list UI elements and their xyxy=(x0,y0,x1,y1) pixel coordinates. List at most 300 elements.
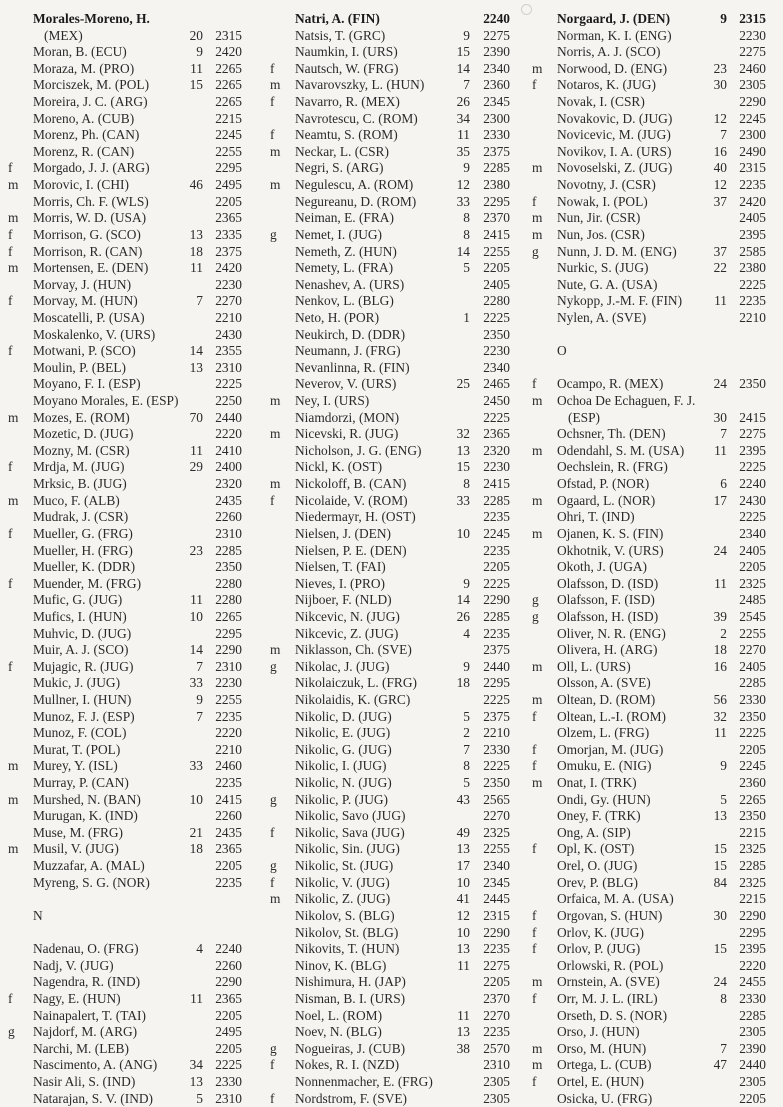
player-entry xyxy=(532,493,774,510)
player-entry xyxy=(270,443,510,460)
player-entry xyxy=(270,94,510,111)
player-name: Nikolov, S. (BLG) xyxy=(295,907,395,923)
title-prefix: g xyxy=(270,658,277,674)
player-name: Mozetic, D. (JUG) xyxy=(33,426,134,442)
player-name: Nijboer, F. (NLD) xyxy=(295,592,392,608)
title-prefix: g xyxy=(532,608,539,624)
player-entry xyxy=(270,244,510,261)
title-prefix: f xyxy=(8,525,13,541)
games-count: 43 xyxy=(456,791,470,807)
player-name: Noev, N. (BLG) xyxy=(295,1024,382,1040)
player-name: Nemet, I. (JUG) xyxy=(295,226,383,242)
rating-value: 2420 xyxy=(215,44,242,60)
player-name: Orlov, K. (JUG) xyxy=(557,924,644,940)
title-prefix: g xyxy=(270,1040,277,1056)
games-count: 15 xyxy=(456,459,470,475)
rating-value: 2270 xyxy=(483,808,510,824)
player-name: Natarajan, S. V. (IND) xyxy=(33,1090,153,1106)
player-name: Orgovan, S. (HUN) xyxy=(557,907,663,923)
rating-value: 2220 xyxy=(739,957,766,973)
player-name: Niamdorzi, (MON) xyxy=(295,409,400,425)
player-entry xyxy=(8,393,250,410)
player-entry xyxy=(532,260,774,277)
player-entry xyxy=(8,725,250,742)
rating-value: 2225 xyxy=(483,691,510,707)
games-count: 33 xyxy=(456,193,470,209)
games-count: 22 xyxy=(713,260,727,276)
player-entry xyxy=(270,792,510,809)
player-name: Nun, Jos. (CSR) xyxy=(557,226,645,242)
player-entry xyxy=(532,393,774,410)
rating-value: 2205 xyxy=(739,1090,766,1106)
rating-value: 2225 xyxy=(739,276,766,292)
player-name: Muse, M. (FRG) xyxy=(33,824,124,840)
rating-value: 2205 xyxy=(483,559,510,575)
player-name: Oll, L. (URS) xyxy=(557,658,631,674)
player-name: Novak, I. (CSR) xyxy=(557,94,645,110)
title-prefix: m xyxy=(8,758,19,774)
player-entry xyxy=(532,725,774,742)
player-name: Olsson, A. (SVE) xyxy=(557,675,651,691)
player-name: Onat, I. (TRK) xyxy=(557,775,637,791)
player-name: Novikov, I. A. (URS) xyxy=(557,143,672,159)
player-entry xyxy=(8,1057,250,1074)
player-name: Oechslein, R. (FRG) xyxy=(557,459,668,475)
rating-value: 2365 xyxy=(483,426,510,442)
player-name: Nisman, B. I. (URS) xyxy=(295,990,406,1006)
player-entry xyxy=(532,127,774,144)
rating-value: 2225 xyxy=(739,725,766,741)
rating-value: 2305 xyxy=(483,1074,510,1089)
rating-value: 2245 xyxy=(739,758,766,774)
games-count: 8 xyxy=(720,990,727,1006)
player-name: Mufics, I. (HUN) xyxy=(33,608,127,624)
player-name: Omorjan, M. (JUG) xyxy=(557,741,664,757)
player-name: Morenz, R. (CAN) xyxy=(33,143,135,159)
player-name: Ney, I. (URS) xyxy=(295,393,370,409)
rating-value: 2310 xyxy=(215,658,242,674)
games-count: 33 xyxy=(456,492,470,508)
player-name: Ojanen, K. S. (FIN) xyxy=(557,525,664,541)
rating-value: 2375 xyxy=(483,143,510,159)
rating-value: 2205 xyxy=(215,1040,242,1056)
player-name: Nykopp, J.-M. F. (FIN) xyxy=(557,293,683,309)
title-prefix: f xyxy=(532,193,537,209)
player-entry xyxy=(8,194,250,211)
rating-value: 2365 xyxy=(215,841,242,857)
player-entry xyxy=(532,526,774,543)
games-count: 15 xyxy=(189,77,203,93)
player-name: Nikolic, St. (JUG) xyxy=(295,858,394,874)
player-name: Morovic, I. (CHI) xyxy=(33,177,129,193)
player-entry xyxy=(8,77,250,94)
rating-value: 2415 xyxy=(483,226,510,242)
player-name: Nurkic, S. (JUG) xyxy=(557,260,649,276)
player-entry xyxy=(270,277,510,294)
rating-value: 2295 xyxy=(739,924,766,940)
title-prefix: f xyxy=(532,941,537,957)
rating-value: 2250 xyxy=(215,393,242,409)
player-entry xyxy=(8,626,250,643)
player-name: Navarro, R. (MEX) xyxy=(295,94,400,110)
player-entry xyxy=(8,177,250,194)
title-prefix: m xyxy=(532,691,543,707)
games-count: 13 xyxy=(456,841,470,857)
player-name: Munoz, F. J. (ESP) xyxy=(33,708,135,724)
rating-value: 2245 xyxy=(483,525,510,541)
player-name: Ortel, E. (HUN) xyxy=(557,1074,645,1089)
player-name: Oltean, L.-I. (ROM) xyxy=(557,708,666,724)
player-name: Neverov, V. (URS) xyxy=(295,376,397,392)
player-name: Norwood, D. (ENG) xyxy=(557,60,668,76)
player-entry xyxy=(8,609,250,626)
player-entry xyxy=(532,991,774,1008)
player-entry xyxy=(8,443,250,460)
player-entry xyxy=(8,742,250,759)
player-entry xyxy=(8,642,250,659)
rating-value: 2245 xyxy=(215,127,242,143)
rating-value: 2240 xyxy=(483,11,510,26)
player-entry xyxy=(8,376,250,393)
player-name: Nikolic, D. (JUG) xyxy=(295,708,392,724)
rating-value: 2205 xyxy=(215,858,242,874)
player-entry xyxy=(532,509,774,526)
player-entry xyxy=(270,1008,510,1025)
player-entry xyxy=(8,941,250,958)
player-entry xyxy=(532,675,774,692)
player-name: Nicholson, J. G. (ENG) xyxy=(295,442,422,458)
player-name: Morgado, J. J. (ARG) xyxy=(33,160,150,176)
player-entry xyxy=(8,1008,250,1025)
rating-value: 2235 xyxy=(215,874,242,890)
player-name: (MEX) xyxy=(44,27,83,43)
rating-value: 2445 xyxy=(483,891,510,907)
games-count: 2 xyxy=(463,725,470,741)
player-entry xyxy=(270,1074,510,1091)
player-entry xyxy=(8,44,250,61)
games-count: 13 xyxy=(189,359,203,375)
rating-value: 2225 xyxy=(483,575,510,591)
player-entry xyxy=(532,709,774,726)
player-name: Nicevski, R. (JUG) xyxy=(295,426,399,442)
rating-value: 2300 xyxy=(739,127,766,143)
player-name: Nikolic, Sin. (JUG) xyxy=(295,841,400,857)
rating-value: 2460 xyxy=(215,758,242,774)
title-prefix: m xyxy=(532,525,543,541)
rating-value: 2230 xyxy=(215,675,242,691)
rating-value: 2360 xyxy=(739,775,766,791)
player-entry xyxy=(532,44,774,61)
rating-value: 2380 xyxy=(483,177,510,193)
player-entry xyxy=(8,28,250,45)
player-entry xyxy=(532,692,774,709)
title-prefix: f xyxy=(270,874,275,890)
rating-value: 2345 xyxy=(483,94,510,110)
rating-value: 2290 xyxy=(739,94,766,110)
column-3 xyxy=(532,11,774,1107)
player-name: Moskalenko, V. (URS) xyxy=(33,326,156,342)
player-entry xyxy=(8,509,250,526)
rating-value: 2225 xyxy=(483,409,510,425)
games-count: 11 xyxy=(714,725,727,741)
rating-value: 2350 xyxy=(215,559,242,575)
player-name: Nikolic, Savo (JUG) xyxy=(295,808,406,824)
games-count: 40 xyxy=(713,160,727,176)
games-count: 13 xyxy=(456,1024,470,1040)
player-name: Ocampo, R. (MEX) xyxy=(557,376,664,392)
title-prefix: m xyxy=(532,442,543,458)
player-entry xyxy=(532,891,774,908)
games-count: 37 xyxy=(713,243,727,259)
rating-value: 2225 xyxy=(739,509,766,525)
spacer xyxy=(8,891,250,908)
player-entry xyxy=(8,709,250,726)
games-count: 56 xyxy=(713,691,727,707)
rating-value: 2435 xyxy=(215,824,242,840)
player-name: Ornstein, A. (SVE) xyxy=(557,974,660,990)
player-entry xyxy=(8,841,250,858)
player-name: Morrison, R. (CAN) xyxy=(33,243,143,259)
player-name: Mozes, E. (ROM) xyxy=(33,409,130,425)
player-name: Nunn, J. D. M. (ENG) xyxy=(557,243,677,259)
games-count: 10 xyxy=(189,791,203,807)
player-entry xyxy=(532,476,774,493)
player-entry xyxy=(8,659,250,676)
rating-value: 2440 xyxy=(739,1057,766,1073)
player-entry xyxy=(8,310,250,327)
title-prefix: f xyxy=(532,841,537,857)
games-count: 16 xyxy=(713,143,727,159)
player-entry xyxy=(270,543,510,560)
title-prefix: m xyxy=(8,260,19,276)
rating-value: 2340 xyxy=(483,858,510,874)
rating-value: 2430 xyxy=(739,492,766,508)
player-name: Opl, K. (OST) xyxy=(557,841,635,857)
player-name: Nemeth, Z. (HUN) xyxy=(295,243,397,259)
rating-value: 2420 xyxy=(739,193,766,209)
player-name: Orso, M. (HUN) xyxy=(557,1040,647,1056)
title-prefix: m xyxy=(532,775,543,791)
title-prefix: m xyxy=(8,177,19,193)
games-count: 24 xyxy=(713,542,727,558)
player-name: Neamtu, S. (ROM) xyxy=(295,127,398,143)
player-entry xyxy=(270,177,510,194)
games-count: 9 xyxy=(463,27,470,43)
title-prefix: f xyxy=(532,990,537,1006)
rating-value: 2210 xyxy=(739,309,766,325)
player-name: Nikolic, N. (JUG) xyxy=(295,775,392,791)
player-entry xyxy=(270,576,510,593)
games-count: 11 xyxy=(190,592,203,608)
player-entry xyxy=(270,526,510,543)
games-count: 18 xyxy=(189,243,203,259)
games-count: 32 xyxy=(456,426,470,442)
player-entry xyxy=(270,44,510,61)
games-count: 21 xyxy=(189,824,203,840)
games-count: 10 xyxy=(456,874,470,890)
games-count: 7 xyxy=(720,1040,727,1056)
player-entry xyxy=(532,1024,774,1041)
player-name: Nadj, V. (JUG) xyxy=(33,957,114,973)
rating-value: 2305 xyxy=(739,1024,766,1040)
rating-value: 2365 xyxy=(215,210,242,226)
games-count: 11 xyxy=(714,293,727,309)
games-count: 13 xyxy=(456,941,470,957)
player-name: Mueller, K. (DDR) xyxy=(33,559,136,575)
player-entry xyxy=(8,160,250,177)
player-name: Ohri, T. (IND) xyxy=(557,509,635,525)
column-2 xyxy=(270,11,510,1107)
games-count: 18 xyxy=(456,675,470,691)
player-name: Orel, O. (JUG) xyxy=(557,858,638,874)
player-name: Nikolac, J. (JUG) xyxy=(295,658,390,674)
player-entry xyxy=(270,609,510,626)
player-name: Nikolic, P. (JUG) xyxy=(295,791,388,807)
player-entry xyxy=(8,210,250,227)
player-entry xyxy=(532,974,774,991)
rating-value: 2225 xyxy=(215,1057,242,1073)
player-name: Myreng, S. G. (NOR) xyxy=(33,874,150,890)
player-name: Nikolic, G. (JUG) xyxy=(295,741,392,757)
player-name: Nickl, K. (OST) xyxy=(295,459,383,475)
rating-value: 2405 xyxy=(483,276,510,292)
rating-value: 2320 xyxy=(215,476,242,492)
player-name: Nikovits, T. (HUN) xyxy=(295,941,400,957)
player-name: Moreira, J. C. (ARG) xyxy=(33,94,148,110)
player-name: Nikolic, Z. (JUG) xyxy=(295,891,391,907)
games-count: 10 xyxy=(456,924,470,940)
player-name: (ESP) xyxy=(568,409,600,425)
player-name: Neckar, L. (CSR) xyxy=(295,143,389,159)
player-entry xyxy=(8,410,250,427)
player-entry xyxy=(270,875,510,892)
games-count: 4 xyxy=(463,625,470,641)
rating-value: 2205 xyxy=(215,193,242,209)
rating-value: 2280 xyxy=(483,293,510,309)
section-letter: N xyxy=(33,907,43,923)
rating-value: 2230 xyxy=(483,343,510,359)
games-count: 13 xyxy=(189,226,203,242)
rating-value: 2225 xyxy=(739,459,766,475)
player-entry xyxy=(532,1091,774,1107)
rating-value: 2405 xyxy=(739,542,766,558)
player-entry xyxy=(532,742,774,759)
rating-value: 2305 xyxy=(739,77,766,93)
player-entry xyxy=(532,210,774,227)
player-name: Negulescu, A. (ROM) xyxy=(295,177,414,193)
player-name: Muir, A. J. (SCO) xyxy=(33,642,129,658)
player-entry xyxy=(532,808,774,825)
rating-value: 2330 xyxy=(215,1074,242,1089)
rating-value: 2415 xyxy=(483,476,510,492)
rating-value: 2205 xyxy=(739,559,766,575)
rating-value: 2285 xyxy=(215,542,242,558)
title-prefix: f xyxy=(8,990,13,1006)
player-entry xyxy=(8,792,250,809)
rating-value: 2370 xyxy=(483,990,510,1006)
player-name: Niklasson, Ch. (SVE) xyxy=(295,642,412,658)
player-name: Nielsen, T. (FAI) xyxy=(295,559,386,575)
player-name: Murey, Y. (ISL) xyxy=(33,758,118,774)
rating-value: 2375 xyxy=(215,243,242,259)
player-entry xyxy=(270,210,510,227)
games-count: 11 xyxy=(457,1007,470,1023)
games-count: 9 xyxy=(463,575,470,591)
rating-value: 2375 xyxy=(483,708,510,724)
player-name: Orlov, P. (JUG) xyxy=(557,941,641,957)
player-name: Morvay, J. (HUN) xyxy=(33,276,132,292)
rating-value: 2235 xyxy=(483,941,510,957)
player-name: Moraza, M. (PRO) xyxy=(33,60,135,76)
player-entry xyxy=(532,194,774,211)
player-entry xyxy=(532,227,774,244)
player-entry xyxy=(532,592,774,609)
rating-value: 2305 xyxy=(483,1090,510,1106)
rating-value: 2330 xyxy=(739,990,766,1006)
player-entry xyxy=(532,941,774,958)
player-entry xyxy=(8,277,250,294)
games-count: 7 xyxy=(196,658,203,674)
title-prefix: f xyxy=(532,741,537,757)
player-name: Nadenau, O. (FRG) xyxy=(33,941,139,957)
player-name: Nute, G. A. (USA) xyxy=(557,276,658,292)
player-name: Murray, P. (CAN) xyxy=(33,775,129,791)
games-count: 35 xyxy=(456,143,470,159)
player-name: Orr, M. J. L. (IRL) xyxy=(557,990,658,1006)
player-entry xyxy=(270,77,510,94)
player-name: Olafsson, H. (ISD) xyxy=(557,608,659,624)
title-prefix: g xyxy=(532,592,539,608)
player-entry xyxy=(8,958,250,975)
player-name: Novakovic, D. (JUG) xyxy=(557,110,673,126)
rating-value: 2410 xyxy=(215,442,242,458)
rating-value: 2300 xyxy=(483,110,510,126)
games-count: 15 xyxy=(713,941,727,957)
player-name: Mujagic, R. (JUG) xyxy=(33,658,134,674)
rating-value: 2340 xyxy=(483,60,510,76)
games-count: 12 xyxy=(713,177,727,193)
player-name: Moreno, A. (CUB) xyxy=(33,110,135,126)
rating-value: 2270 xyxy=(215,293,242,309)
player-name: Mozny, M. (CSR) xyxy=(33,442,130,458)
rating-value: 2325 xyxy=(483,824,510,840)
title-prefix: f xyxy=(532,77,537,93)
games-count: 46 xyxy=(189,177,203,193)
rating-value: 2415 xyxy=(739,409,766,425)
rating-value: 2440 xyxy=(483,658,510,674)
player-name: Noel, L. (ROM) xyxy=(295,1007,383,1023)
player-name: Motwani, P. (SCO) xyxy=(33,343,136,359)
rating-value: 2310 xyxy=(215,525,242,541)
player-entry xyxy=(8,111,250,128)
player-entry xyxy=(8,526,250,543)
player-entry xyxy=(532,626,774,643)
player-entry xyxy=(270,1024,510,1041)
player-name: Muzzafar, A. (MAL) xyxy=(33,858,145,874)
rating-value: 2310 xyxy=(215,359,242,375)
rating-value: 2340 xyxy=(483,359,510,375)
player-entry xyxy=(8,825,250,842)
player-entry xyxy=(8,1024,250,1041)
games-count: 14 xyxy=(189,343,203,359)
player-entry xyxy=(532,875,774,892)
rating-value: 2345 xyxy=(483,874,510,890)
player-entry xyxy=(532,659,774,676)
rating-value: 2210 xyxy=(215,741,242,757)
player-name: Nikolic, Sava (JUG) xyxy=(295,824,405,840)
rating-value: 2330 xyxy=(739,691,766,707)
player-entry xyxy=(532,77,774,94)
